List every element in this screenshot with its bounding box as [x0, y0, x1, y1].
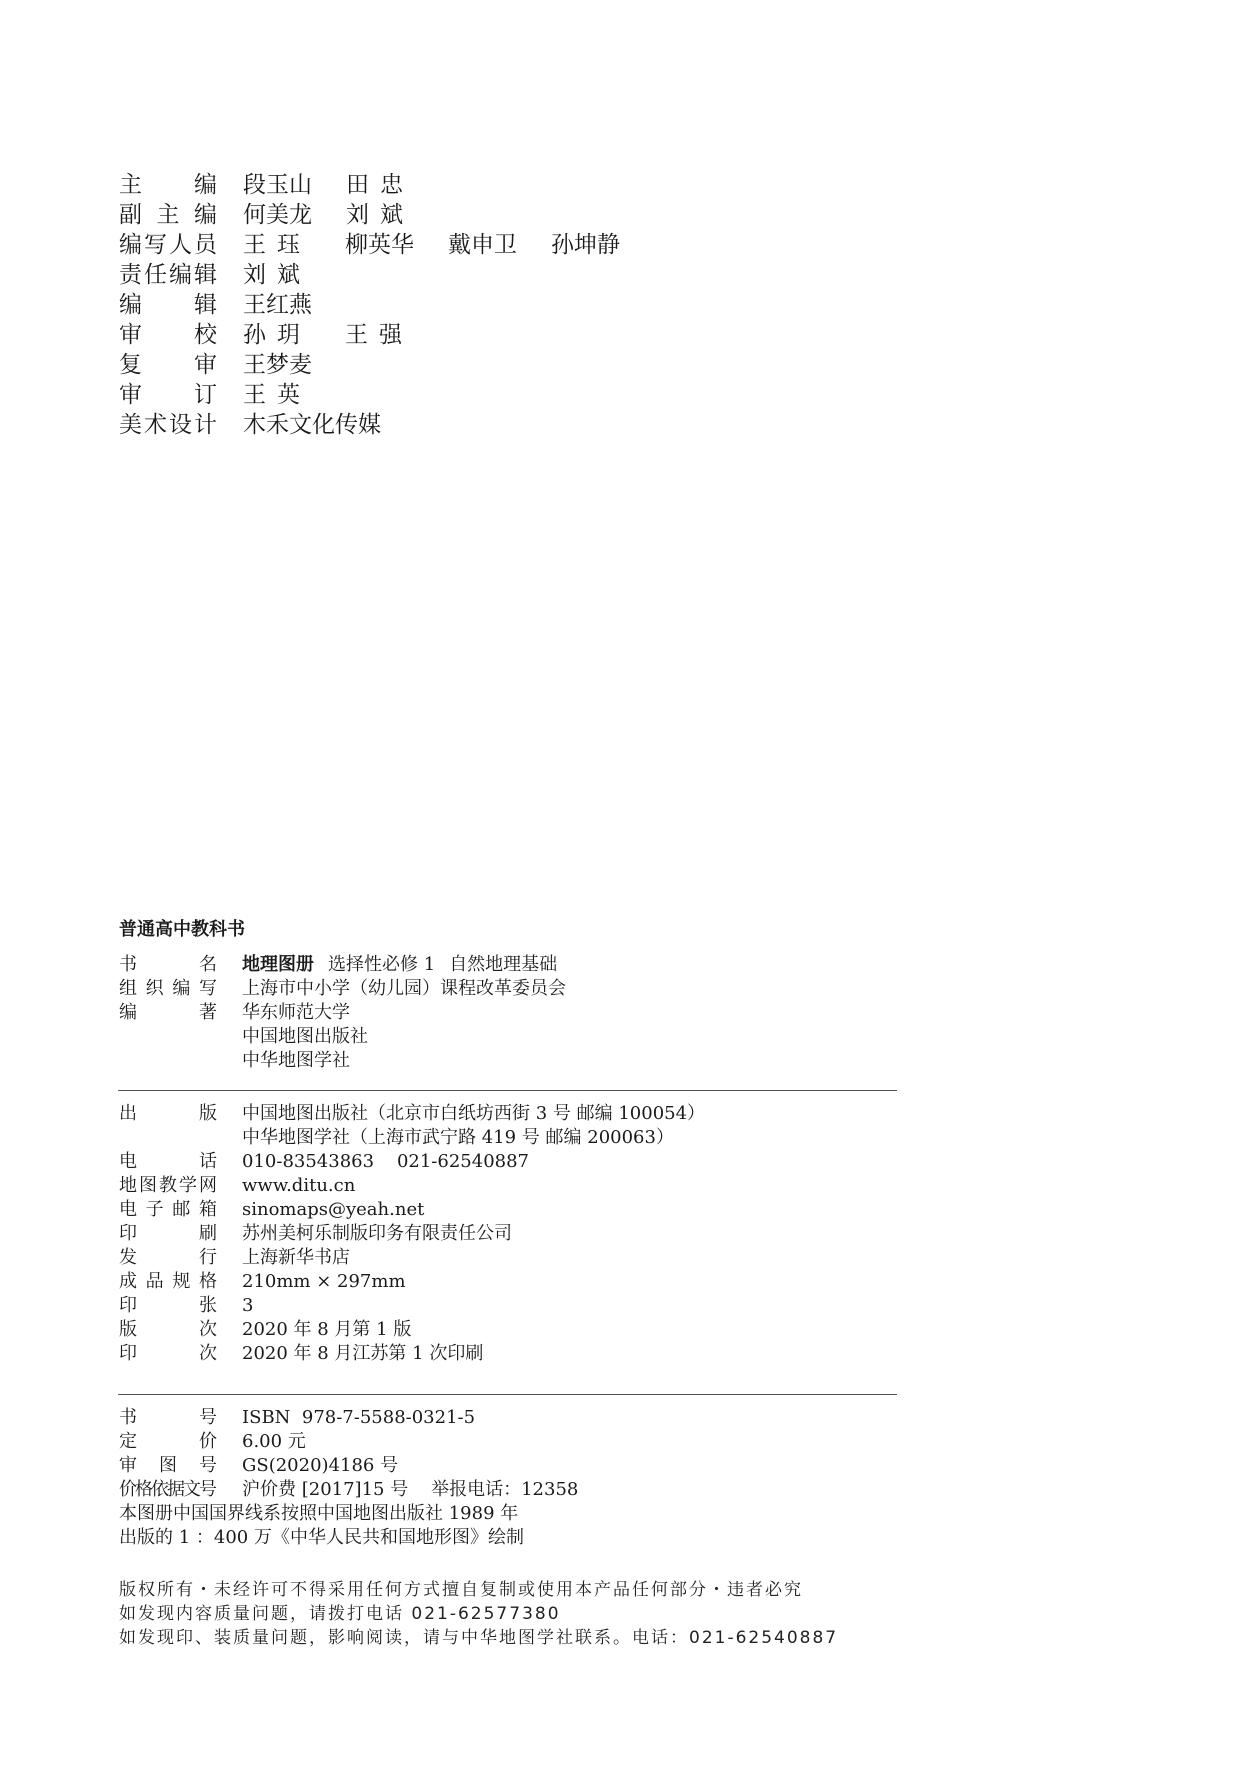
value: 上海新华书店 — [242, 1247, 350, 1268]
credit-values: 王英 — [243, 382, 311, 408]
label: 印 次 — [119, 1343, 217, 1364]
value — [242, 953, 557, 977]
boundary-note-line: 出版的 1 ：400 万《中华人民共和国地形图》绘制 — [119, 1527, 524, 1548]
value: 210mm × 297mm — [242, 1271, 406, 1292]
credit-label: 美 术 设 计 — [119, 412, 217, 438]
credit-row-chief-editor — [119, 170, 654, 200]
credit-values: 王珏 柳英华 戴申卫 孙坤静 — [243, 232, 620, 258]
row-website — [119, 1174, 899, 1198]
credit-label: 审 订 — [119, 382, 217, 408]
pricing-block — [119, 1406, 899, 1550]
credit-values: 木禾文化传媒 — [243, 412, 381, 438]
credit-row-second-review — [119, 350, 654, 380]
print-quality-contact: 如发现印、装质量问题，影响阅读，请与中华地图学社联系。电话：021-62540887 — [119, 1628, 839, 1648]
credit-values: 孙玥 王强 — [243, 322, 413, 348]
row-organizer — [119, 977, 899, 1001]
book-subject: 自然地理基础 — [449, 954, 558, 975]
row-printer — [119, 1222, 899, 1246]
series-title: 普通高中教科书 — [119, 919, 245, 940]
label: 版 次 — [119, 1319, 217, 1340]
row-publisher — [119, 1102, 899, 1150]
row-authors — [119, 1001, 899, 1073]
row-price — [119, 1430, 899, 1454]
row-edition — [119, 1318, 899, 1342]
label: 电 子 邮 箱 — [119, 1199, 217, 1220]
credit-label: 编 写 人 员 — [119, 232, 217, 258]
row-distributor — [119, 1246, 899, 1270]
credit-label: 编 辑 — [119, 292, 217, 318]
value: 沪价费 [2017]15 号 举报电话：12358 — [242, 1479, 579, 1500]
website-link[interactable]: www.ditu.cn — [242, 1175, 356, 1196]
value: 苏州美柯乐制版印务有限责任公司 — [242, 1223, 512, 1244]
label: 印 张 — [119, 1295, 217, 1316]
label: 出 版 — [119, 1103, 217, 1124]
imprint-block — [119, 918, 899, 1073]
value: 上海市中小学（幼儿园）课程改革委员会 — [242, 978, 566, 999]
credit-row-responsible-editor — [119, 260, 654, 290]
credit-row-editor — [119, 290, 654, 320]
row-map-review — [119, 1454, 899, 1478]
label: 电 话 — [119, 1151, 217, 1172]
row-size — [119, 1270, 899, 1294]
credit-values: 王红燕 — [243, 292, 312, 318]
credit-label: 主 编 — [119, 172, 217, 198]
book-title: 地理图册 — [242, 954, 314, 975]
value: ISBN 978-7-5588-0321-5 — [242, 1407, 476, 1428]
copyright-notice: 版权所有・未经许可不得采用任何方式擅自复制或使用本产品任何部分・违者必究 — [119, 1580, 803, 1600]
values: 华东师范大学 中国地图出版社 中华地图学社 — [242, 1002, 368, 1071]
boundary-note-line: 本图册中国国界线系按照中国地图出版社 1989 年 — [119, 1503, 519, 1524]
credit-label: 复 审 — [119, 352, 217, 378]
content-quality-contact: 如发现内容质量问题，请拨打电话 021-62577380 — [119, 1604, 561, 1624]
credit-label: 责 任 编 辑 — [119, 262, 217, 288]
label: 编 著 — [119, 1002, 217, 1023]
label: 发 行 — [119, 1247, 217, 1268]
label: 成 品 规 格 — [119, 1271, 217, 1292]
label: 印 刷 — [119, 1223, 217, 1244]
book-subtitle: 选择性必修 1 — [328, 954, 436, 975]
value: 010-83543863 021-62540887 — [242, 1151, 529, 1172]
row-price-basis — [119, 1478, 899, 1502]
row-isbn — [119, 1406, 899, 1430]
credit-values: 刘斌 — [243, 262, 311, 288]
credit-row-deputy-chief-editor — [119, 200, 654, 230]
value: GS(2020)4186 号 — [242, 1455, 399, 1476]
credit-row-proofreader — [119, 320, 654, 350]
credits-block — [119, 170, 654, 440]
copyright-block — [119, 1578, 838, 1650]
publishing-block — [119, 1102, 899, 1366]
label: 组 织 编 写 — [119, 978, 217, 999]
credit-values: 段玉山 田忠 — [243, 172, 414, 198]
credit-row-art-design — [119, 410, 654, 440]
credit-label: 审 校 — [119, 322, 217, 348]
values: 中国地图出版社（北京市白纸坊西街 3 号 邮编 100054） 中华地图学社（上海市武宁路 419 号 邮编 200063） — [242, 1103, 706, 1148]
row-phone — [119, 1150, 899, 1174]
divider-rule — [118, 1090, 897, 1091]
label: 价格依据文号 — [119, 1479, 215, 1500]
label: 地 图 教 学 网 — [119, 1175, 217, 1196]
row-printing — [119, 1342, 899, 1366]
row-sheets — [119, 1294, 899, 1318]
credit-values: 何美龙 刘斌 — [243, 202, 414, 228]
value: 2020 年 8 月江苏第 1 次印刷 — [242, 1343, 484, 1364]
credit-label: 副 主 编 — [119, 202, 217, 228]
divider-rule — [118, 1394, 897, 1395]
credit-row-writers — [119, 230, 654, 260]
credit-values: 王梦麦 — [243, 352, 312, 378]
label: 书 名 — [119, 954, 217, 975]
value: 2020 年 8 月第 1 版 — [242, 1319, 412, 1340]
label: 书 号 — [119, 1407, 217, 1428]
label: 定 价 — [119, 1431, 217, 1452]
row-book-name — [119, 953, 899, 977]
value: 6.00 元 — [242, 1431, 306, 1452]
email-link[interactable]: sinomaps@yeah.net — [242, 1199, 425, 1220]
label: 审 图 号 — [119, 1455, 217, 1476]
row-email — [119, 1198, 899, 1222]
credit-row-final-review — [119, 380, 654, 410]
value: 3 — [242, 1295, 254, 1316]
